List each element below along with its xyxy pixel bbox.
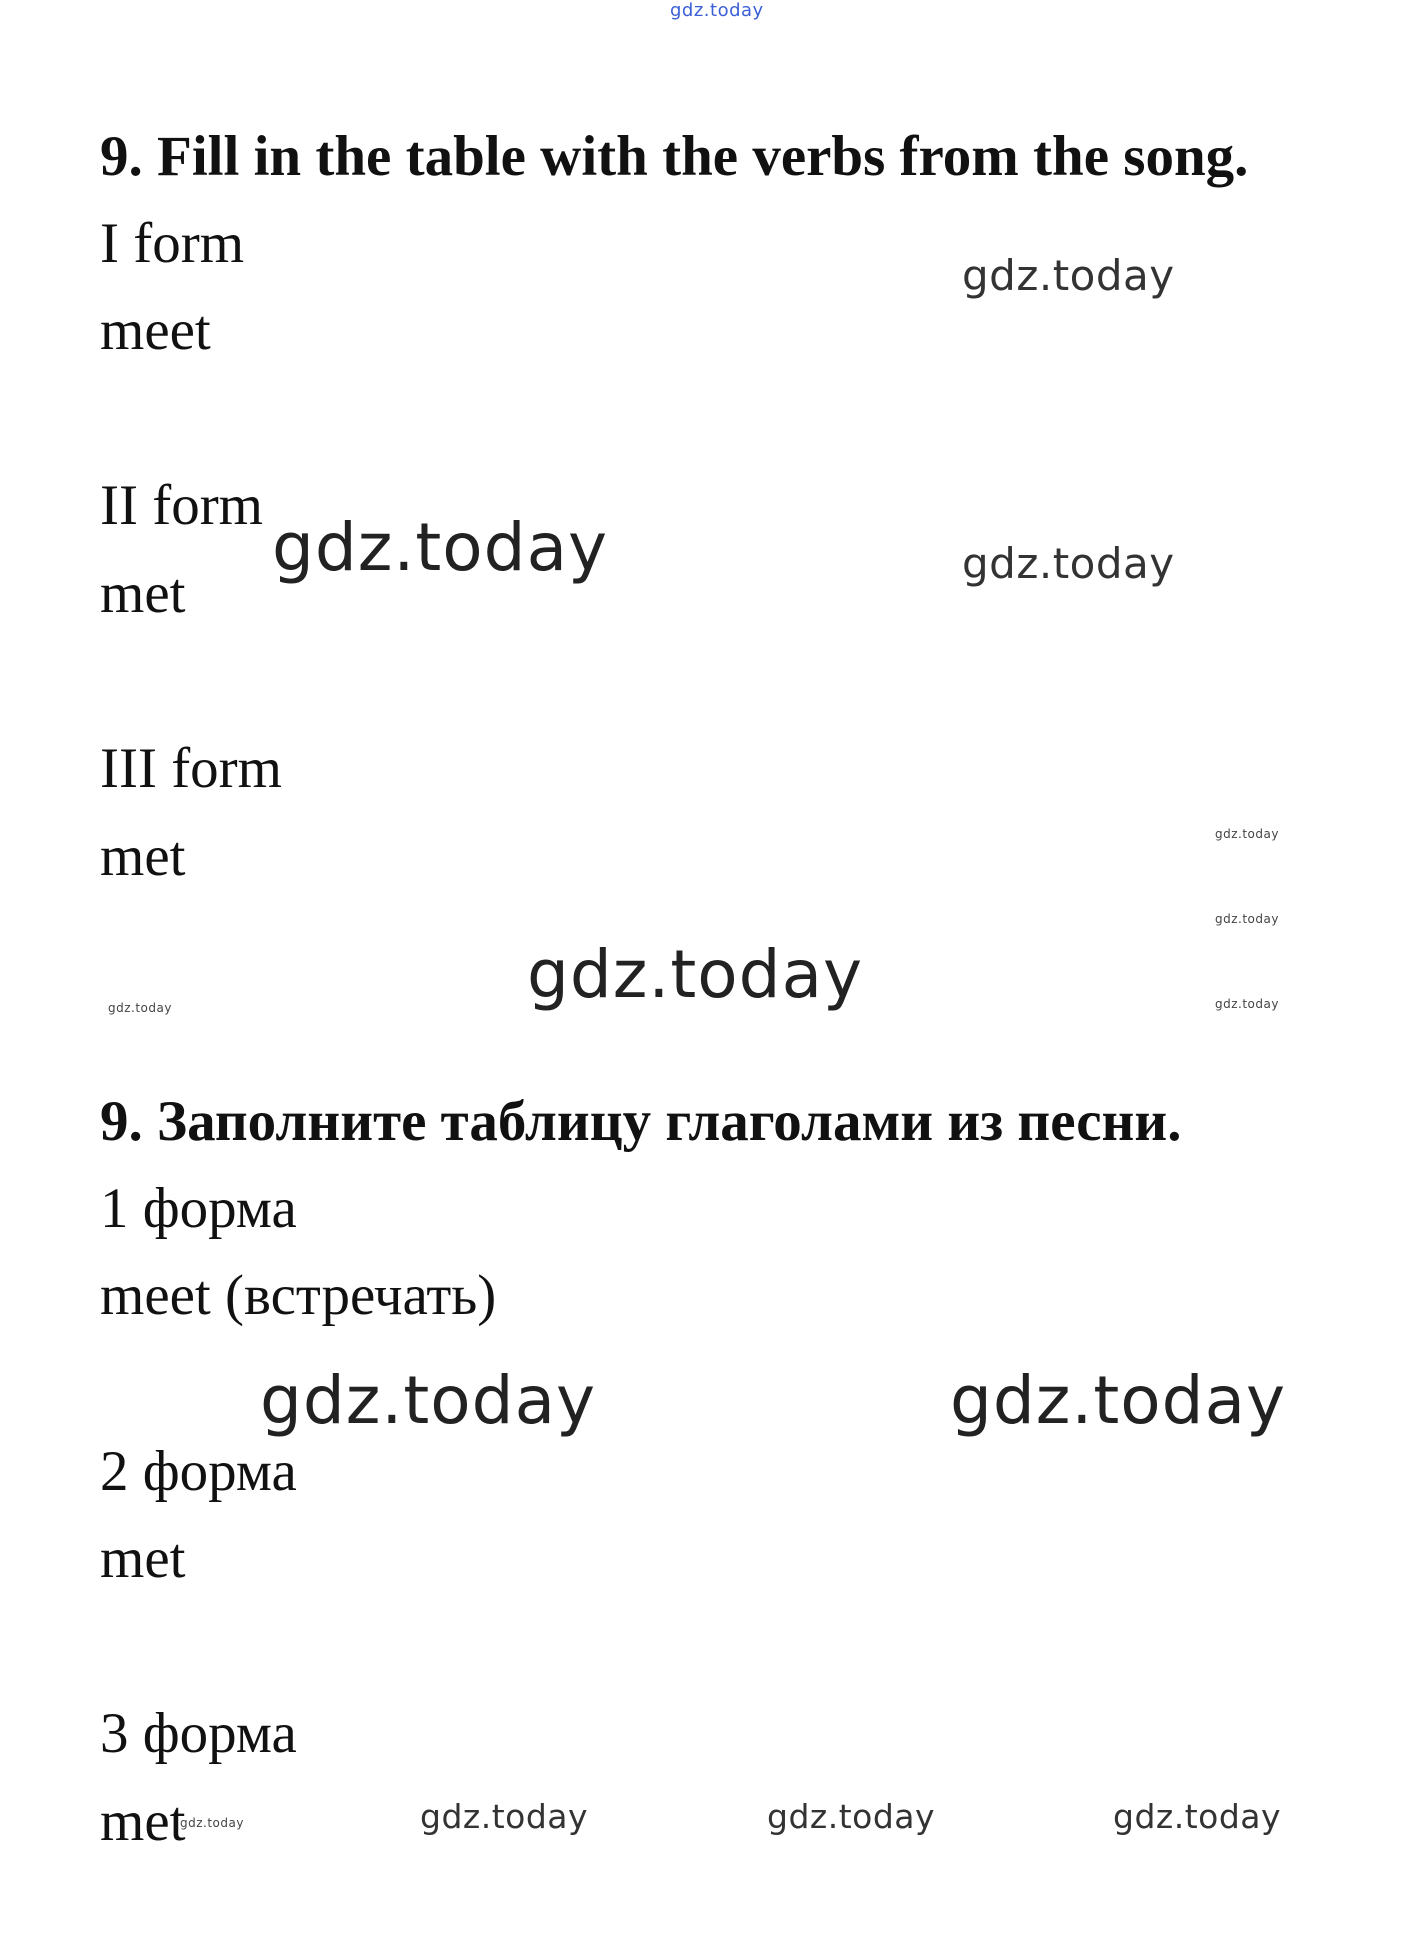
english-form-3-label: III form xyxy=(100,737,282,800)
watermark: gdz.today xyxy=(1113,1797,1282,1836)
russian-form-2-verb: met xyxy=(100,1527,186,1590)
watermark: gdz.today xyxy=(108,1001,172,1015)
watermark: gdz.today xyxy=(420,1797,589,1836)
english-form-1-verb: meet xyxy=(100,299,211,362)
english-form-1-label: I form xyxy=(100,212,245,275)
english-heading: 9. Fill in the table with the verbs from the song. xyxy=(100,125,1249,188)
russian-heading: 9. Заполните таблицу глаголами из песни. xyxy=(100,1090,1182,1153)
russian-form-3-label: 3 форма xyxy=(100,1702,297,1765)
russian-form-2-label: 2 форма xyxy=(100,1440,297,1503)
watermark-top: gdz.today xyxy=(670,0,764,21)
watermark: gdz.today xyxy=(950,1362,1287,1439)
watermark: gdz.today xyxy=(180,1816,244,1830)
russian-form-1-verb: meet (встречать) xyxy=(100,1264,497,1327)
watermark: gdz.today xyxy=(767,1797,936,1836)
english-form-2-label: II form xyxy=(100,474,264,537)
watermark: gdz.today xyxy=(1215,997,1279,1011)
watermark: gdz.today xyxy=(1215,912,1279,926)
watermark: gdz.today xyxy=(962,539,1175,588)
watermark: gdz.today xyxy=(260,1362,597,1439)
watermark: gdz.today xyxy=(272,509,609,586)
english-form-2-verb: met xyxy=(100,562,186,625)
russian-form-1-label: 1 форма xyxy=(100,1177,297,1240)
english-form-3-verb: met xyxy=(100,825,186,888)
watermark: gdz.today xyxy=(527,936,864,1013)
watermark: gdz.today xyxy=(1215,827,1279,841)
russian-form-3-verb: met xyxy=(100,1790,186,1853)
watermark: gdz.today xyxy=(962,251,1175,300)
